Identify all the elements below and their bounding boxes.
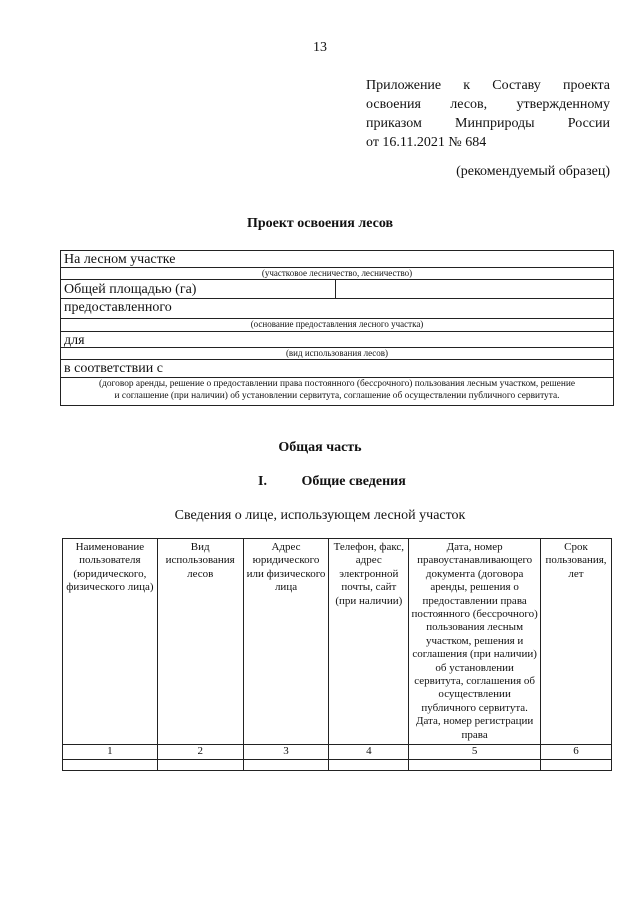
user-info-table (62, 538, 612, 771)
plot-label: На лесном участке (64, 252, 176, 267)
appendix-word: освоения (366, 97, 421, 112)
appendix-word: утвержденному (516, 97, 610, 112)
header-cell: Адрес юридического или физического лица (243, 539, 329, 745)
table-caption: Сведения о лице, использующем лесной участок (174, 508, 466, 523)
table-number-row (63, 745, 612, 759)
document-title: Проект освоения лесов (246, 216, 394, 231)
area-divider (335, 280, 336, 298)
table-header-row (63, 539, 612, 745)
accordance-note-1: (договор аренды, решение о предоставлении права постоянного (бессрочного) пользования лесным участком, решение (98, 379, 576, 389)
empty-cell (329, 759, 409, 770)
page-number: 13 (313, 40, 327, 55)
appendix-word: Составу (492, 78, 541, 93)
area-label: Общей площадью (га) (64, 282, 197, 297)
header-cell: Телефон, факс, адрес электронной почты, сайт (при наличии) (329, 539, 409, 745)
appendix-line-4: от 16.11.2021 № 684 (366, 135, 487, 150)
section-name: Общие сведения (301, 474, 406, 489)
header-cell: Дата, номер правоустанавливающего документа (договора аренды, решения о предоставлении права постоянного (бессрочного) пользования лесным участком, решения и соглашения (при наличии) об установлении сервитута, соглашения об осуществлении публичного сервитута. Дата, номер регистрации права (409, 539, 541, 745)
appendix-line-2 (366, 95, 610, 114)
accordance-line (61, 377, 613, 378)
header-cell: Вид использования лесов (157, 539, 243, 745)
column-number: 4 (329, 745, 409, 759)
provided-label: предоставленного (64, 300, 172, 315)
plot-note: (участковое лесничество, лесничество) (261, 268, 413, 278)
column-number: 3 (243, 745, 329, 759)
appendix-word: Приложение (366, 78, 442, 93)
appendix-word: Минприроды (455, 116, 535, 131)
header-cell: Наименование пользователя (юридического, физического лица) (63, 539, 158, 745)
provided-note: (основание предоставления лесного участка) (250, 319, 424, 329)
for-label: для (64, 333, 85, 348)
appendix-line-3 (366, 114, 610, 133)
empty-cell (63, 759, 158, 770)
section-title (258, 474, 406, 490)
header-form (60, 250, 614, 406)
appendix-word: к (463, 78, 471, 93)
empty-cell (157, 759, 243, 770)
form-row-provided (61, 299, 613, 332)
appendix-word: России (567, 116, 610, 131)
sample-label: (рекомендуемый образец) (456, 164, 610, 179)
header-cell: Срок пользования, лет (541, 539, 612, 745)
table-empty-row (63, 759, 612, 770)
appendix-line-1 (366, 76, 610, 95)
column-number: 2 (157, 745, 243, 759)
empty-cell (243, 759, 329, 770)
column-number: 1 (63, 745, 158, 759)
form-row-for (61, 332, 613, 360)
section-number: I. (258, 474, 267, 489)
form-row-plot (61, 251, 613, 280)
for-note: (вид использования лесов) (285, 348, 389, 358)
form-row-area (61, 280, 613, 299)
accordance-note-2: и соглашение (при наличии) об установлении сервитута, соглашение об осуществлении публичного сервитута. (114, 391, 560, 401)
appendix-word: проекта (562, 78, 610, 93)
column-number: 5 (409, 745, 541, 759)
accordance-label: в соответствии с (64, 361, 163, 376)
empty-cell (541, 759, 612, 770)
appendix-word: приказом (366, 116, 422, 131)
general-part-title: Общая часть (278, 440, 362, 455)
empty-cell (409, 759, 541, 770)
column-number: 6 (541, 745, 612, 759)
form-row-accordance (61, 360, 613, 405)
appendix-note (366, 76, 610, 152)
appendix-word: лесов, (450, 97, 488, 112)
